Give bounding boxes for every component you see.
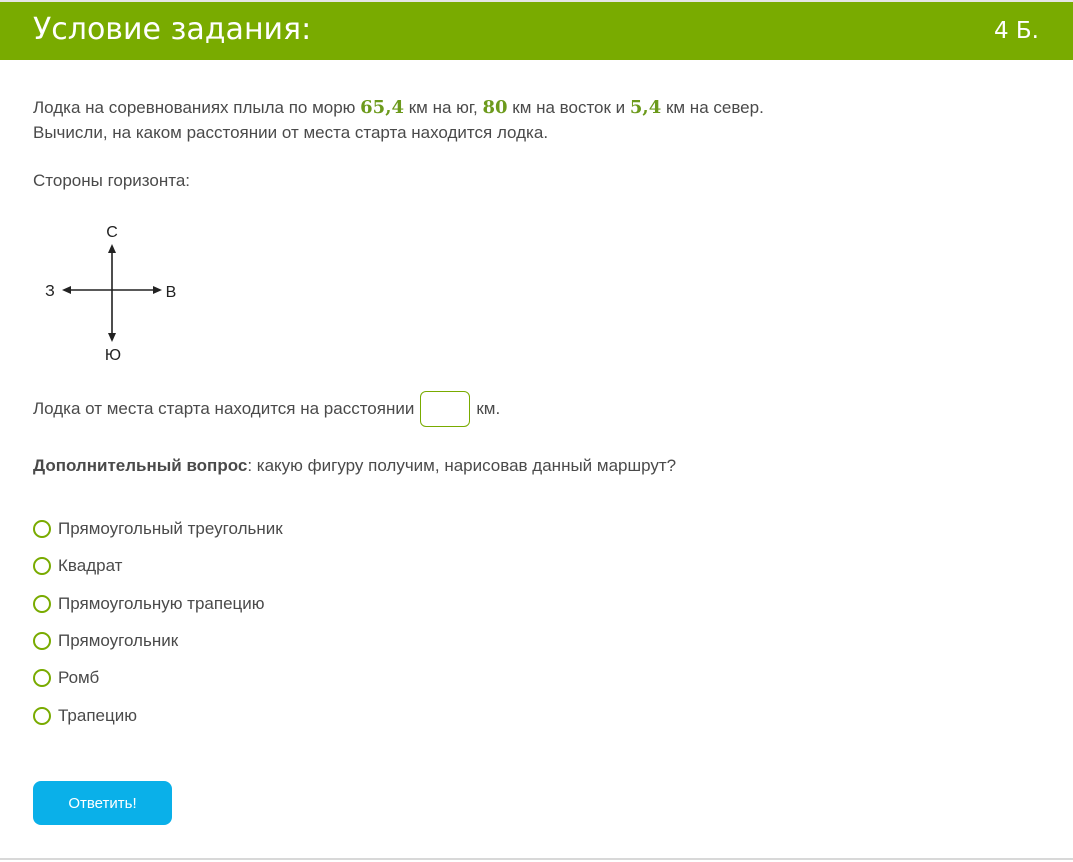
compass-diagram [40,218,190,368]
compass-north-label: С [106,224,118,241]
answer-line [33,390,500,428]
radio-button[interactable] [33,632,51,650]
problem-text-4: км на север. [661,98,764,117]
distance-answer-input[interactable] [420,391,470,427]
task-header [0,0,1073,60]
east-arrow-icon [153,286,162,294]
west-arrow-icon [62,286,71,294]
task-points: 4 Б. [993,18,1039,44]
compass-south-label: Ю [104,347,122,364]
option-rectangle[interactable] [33,629,178,653]
option-rhombus[interactable] [33,666,99,690]
extra-question-text: : какую фигуру получим, нарисовав данный маршрут? [247,456,677,475]
option-label: Трапецию [58,706,137,725]
radio-button[interactable] [33,669,51,687]
problem-statement [33,96,764,120]
submit-button[interactable]: Ответить! [33,781,172,825]
extra-question [33,454,676,478]
distance-east: 80 [482,97,508,118]
bottom-divider [0,858,1073,860]
radio-button[interactable] [33,707,51,725]
answer-line-before: Лодка от места старта находится на расстоянии [33,399,415,418]
problem-question: Вычисли, на каком расстоянии от места старта находится лодка. [33,123,549,142]
distance-south: 65,4 [360,97,404,118]
compass-east-label: В [165,284,177,301]
option-label: Прямоугольник [58,631,179,650]
directions-label: Стороны горизонта: [33,171,191,190]
option-label: Прямоугольный треугольник [58,519,283,538]
option-label: Квадрат [58,556,123,575]
radio-button[interactable] [33,557,51,575]
radio-button[interactable] [33,520,51,538]
radio-button[interactable] [33,595,51,613]
compass-west-label: З [45,283,55,300]
task-title: Условие задания: [33,12,312,47]
distance-north: 5,4 [629,97,662,118]
south-arrow-icon [108,333,116,342]
option-trapezoid[interactable] [33,704,137,728]
option-label: Ромб [58,668,100,687]
extra-question-label: Дополнительный вопрос [33,456,248,475]
option-square[interactable] [33,554,122,578]
problem-text-2: км на юг, [404,98,483,117]
answer-line-unit: км. [476,399,501,418]
problem-text-3: км на восток и [507,98,630,117]
north-arrow-icon [108,244,116,253]
option-right-trapezoid[interactable] [33,592,265,616]
option-label: Прямоугольную трапецию [58,594,265,613]
problem-text-1: Лодка на соревнованиях плыла по морю [33,98,361,117]
option-right-triangle[interactable] [33,517,283,541]
